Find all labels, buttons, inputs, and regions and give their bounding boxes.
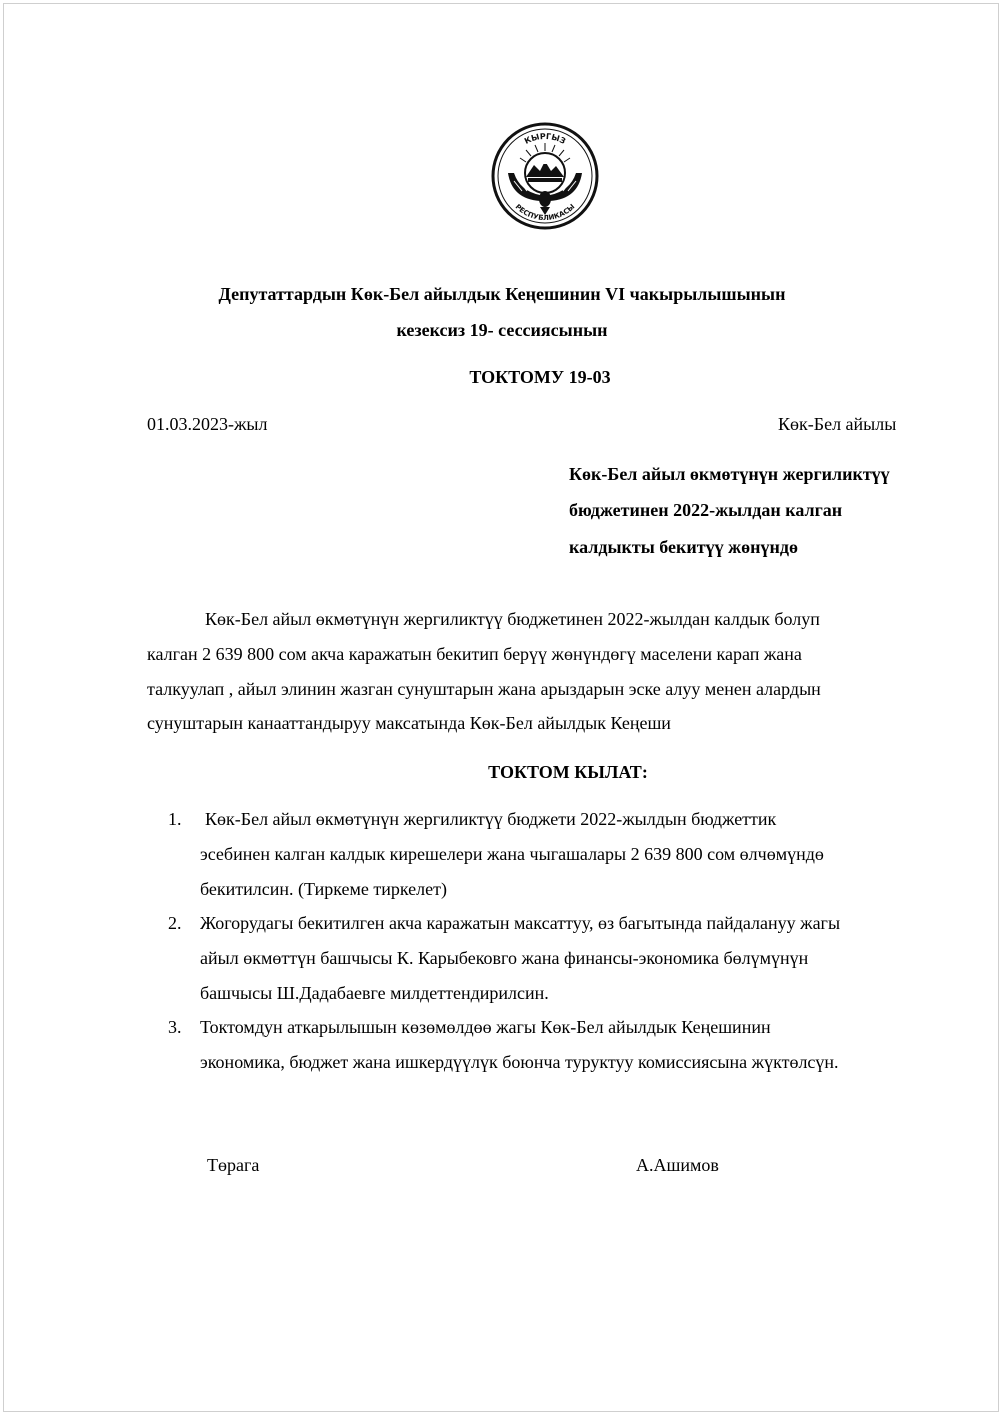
header-line-1: Депутаттардын Көк-Бел айылдык Кеңешинин VI чакырылышынын	[218, 284, 786, 304]
preamble-line-4: сунуштарын канааттандыруу максатында Көк-Бел айылдык Кеңеши	[147, 713, 671, 733]
document-place: Көк-Бел айылы	[778, 414, 897, 434]
subject-line-1: Көк-Бел айыл өкмөтүнүн жергиликтүү	[569, 464, 890, 484]
preamble-line-1: Көк-Бел айыл өкмөтүнүн жергиликтүү бюджетинен 2022-жылдан калдык болуп	[205, 609, 820, 629]
signatory-role: Төрага	[207, 1155, 260, 1175]
resolution-heading: ТОКТОМ КЫЛАТ:	[488, 762, 648, 782]
list-item-line: башчысы Ш.Дадабаевге милдеттендирилсин.	[200, 983, 549, 1003]
header-line-2: кезексиз 19- сессиясынын	[396, 320, 608, 340]
list-item-line: бекитилсин. (Тиркеме тиркелет)	[200, 879, 447, 899]
list-item-line: Жогорудагы бекитилген акча каражатын максаттуу, өз багытында пайдалануу жагы	[200, 913, 841, 933]
document-date: 01.03.2023-жыл	[147, 414, 268, 434]
preamble-line-3: талкуулап , айыл элинин жазган сунуштарын жана арыздарын эске алуу менен алардын	[147, 679, 821, 699]
subject-line-3: калдыкты бекитүү жөнүндө	[569, 537, 799, 557]
list-item-line: Көк-Бел айыл өкмөтүнүн жергиликтүү бюджети 2022-жылдын бюджеттик	[205, 809, 777, 829]
list-item-number: 1.	[168, 809, 182, 829]
emblem-top-text: КЫРГЫЗ	[522, 131, 568, 146]
list-item-number: 3.	[168, 1017, 182, 1037]
list-item-line: эсебинен калган калдык кирешелери жана чыгашалары 2 639 800 сом өлчөмүндө	[200, 844, 824, 864]
document-title: ТОКТОМУ 19-03	[469, 367, 611, 387]
emblem-bottom-text: РЕСПУБЛИКАСЫ	[513, 202, 577, 223]
subject-line-2: бюджетинен 2022-жылдан калган	[569, 500, 843, 520]
list-item-line: айыл өкмөттүн башчысы К. Карыбековго жана финансы-экономика бөлүмүнүн	[200, 948, 809, 968]
list-item-line: экономика, бюджет жана ишкердүүлүк боюнча туруктуу комиссиясына жүктөлсүн.	[200, 1052, 839, 1072]
signatory-name: А.Ашимов	[636, 1155, 719, 1175]
list-item-line: Токтомдун аткарылышын көзөмөлдөө жагы Көк-Бел айылдык Кеңешинин	[200, 1017, 771, 1037]
kyrgyz-state-emblem-icon	[490, 121, 600, 231]
list-item-number: 2.	[168, 913, 182, 933]
preamble-line-2: калган 2 639 800 сом акча каражатын бекитип берүү жөнүндөгү маселени карап жана	[147, 644, 802, 664]
